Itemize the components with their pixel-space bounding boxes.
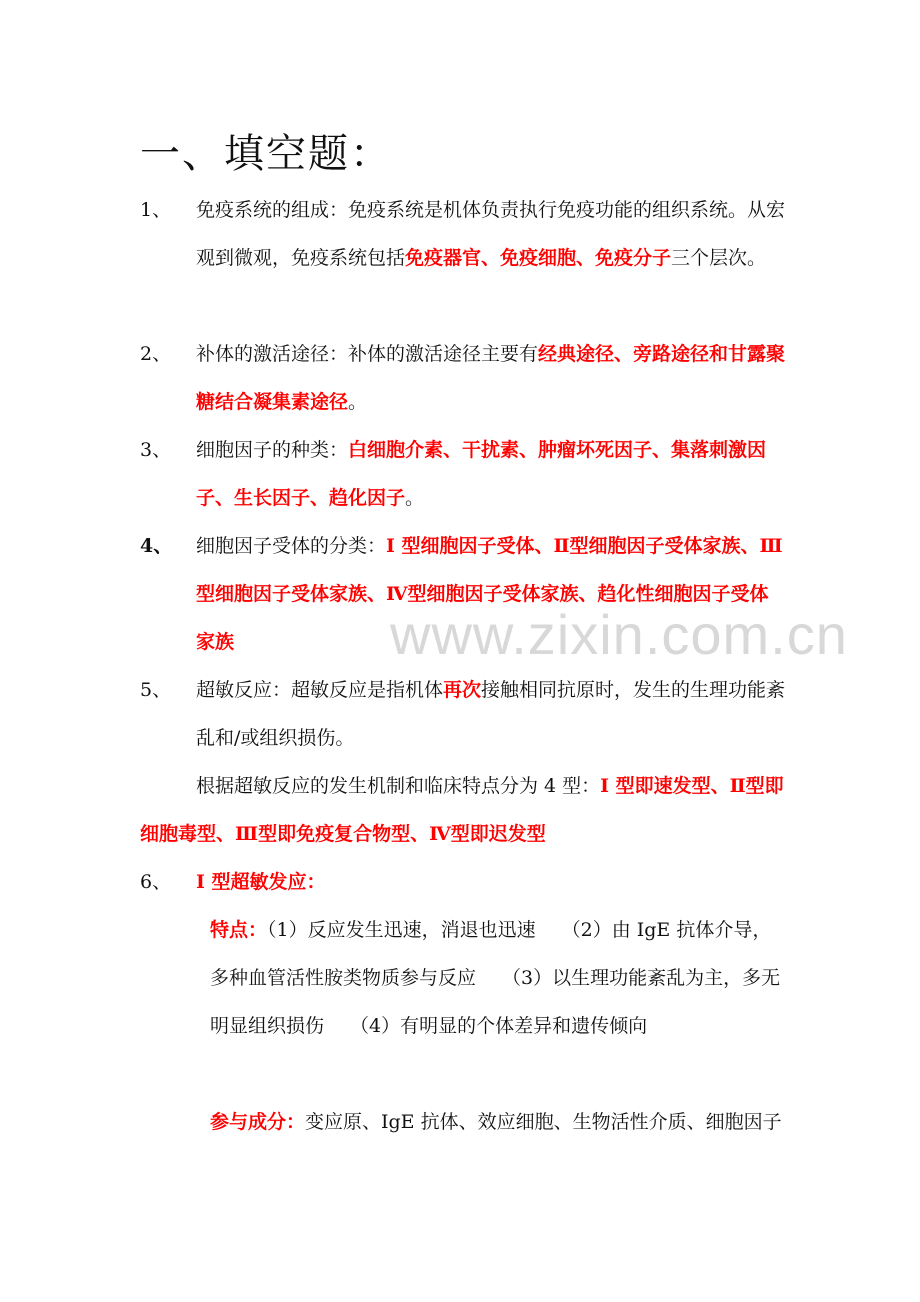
question-text-part: 接触相同抗原时，发生的生理功能紊乱和/或组织损伤。 (196, 679, 786, 749)
question-5 (140, 666, 790, 762)
components-label: 参与成分： (210, 1111, 306, 1133)
answer-text: I 型超敏发应： (196, 871, 326, 893)
question-text-part: 补体的激活途径：补体的激活途径主要有 (196, 343, 539, 365)
question-4 (140, 522, 790, 666)
question-text (196, 522, 786, 666)
hypersensitivity-types-paragraph (140, 762, 790, 858)
components-block (210, 1098, 790, 1146)
question-1 (140, 186, 790, 282)
question-number: 5、 (140, 679, 172, 701)
answer-text: 白细胞介素、干扰素、肿瘤坏死因子、集落刺激因子、生长因子、趋化因子 (196, 439, 767, 509)
features-label: 特点： (210, 919, 268, 941)
question-title (196, 858, 786, 906)
question-text-part: 细胞因子的种类： (196, 439, 349, 461)
feature-2: （2）由 IgE 抗体介导，多种血管活性胺类物质参与反应 (210, 919, 772, 989)
paragraph-text: 根据超敏反应的发生机制和临床特点分为 4 型： (196, 775, 601, 797)
features-block (210, 906, 790, 1050)
answer-text: 经典途径、旁路途径和甘露聚糖结合凝集素途径 (196, 343, 786, 413)
question-6 (140, 858, 790, 906)
question-2 (140, 330, 790, 426)
question-number: 4、 (140, 535, 173, 557)
question-text (196, 426, 786, 522)
question-text-part: 。 (348, 391, 368, 413)
answer-text: 再次 (443, 679, 482, 701)
question-text (196, 186, 786, 282)
question-text-part: 细胞因子受体的分类： (196, 535, 387, 557)
question-text-part: 三个层次。 (671, 247, 767, 269)
question-text (196, 666, 786, 762)
watermark: www.zixin.com.cn (390, 603, 848, 666)
question-number: 3、 (140, 439, 172, 461)
question-3 (140, 426, 790, 522)
question-number: 1、 (140, 199, 172, 221)
section-title: 一、填空题： (140, 131, 392, 177)
question-number: 6、 (140, 871, 172, 893)
answer-text: I 型即速发型、Ⅱ型即细胞毒型、Ⅲ型即免疫复合物型、Ⅳ型即迟发型 (140, 775, 784, 845)
question-text (196, 330, 786, 426)
feature-4: （4）有明显的个体差异和遗传倾向 (350, 1015, 648, 1037)
question-text-part: 。 (405, 487, 425, 509)
feature-3: （3）以生理功能紊乱为主，多无明显组织损伤 (210, 967, 781, 1037)
components-text: 变应原、IgE 抗体、效应细胞、生物活性介质、细胞因子 (305, 1111, 782, 1133)
question-text-part: 超敏反应：超敏反应是指机体 (196, 679, 444, 701)
feature-1: （1）反应发生迅速，消退也迅速 (267, 919, 536, 941)
question-text-part: 免疫系统的组成：免疫系统是机体负责执行免疫功能的组织系统。从宏观到微观，免疫系统包括 (196, 199, 786, 269)
answer-text: I 型细胞因子受体、Ⅱ型细胞因子受体家族、Ⅲ型细胞因子受体家族、Ⅳ型细胞因子受体家族、趋化性细胞因子受体家族 (196, 535, 783, 653)
answer-text: 免疫器官、免疫细胞、免疫分子 (405, 247, 672, 269)
question-number: 2、 (140, 343, 172, 365)
